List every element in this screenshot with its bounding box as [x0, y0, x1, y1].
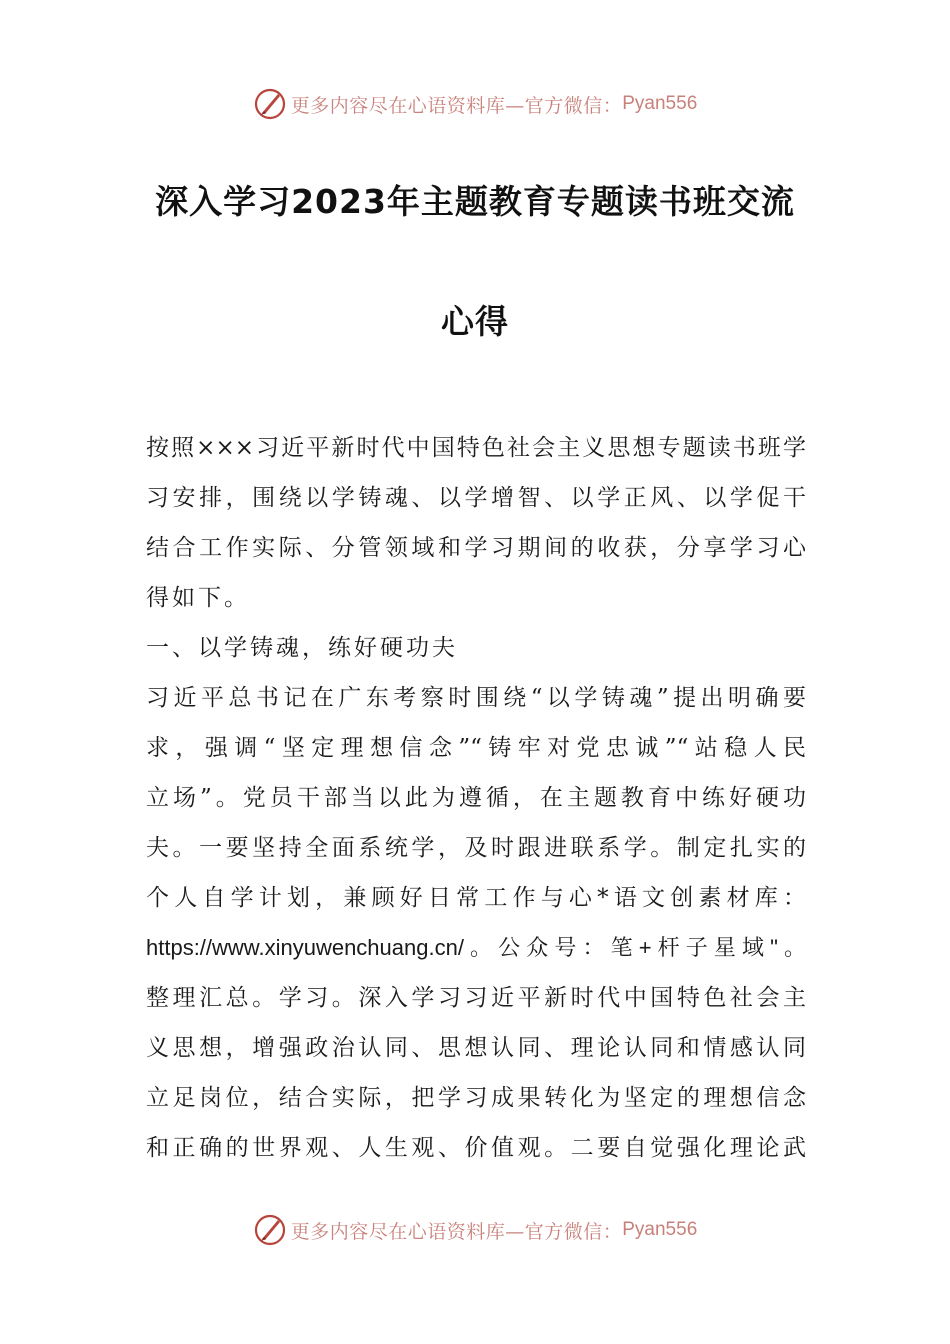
- body-line: 习近平总书记在广东考察时围绕“以学铸魂”提出明确要: [146, 685, 806, 711]
- footer-watermark-banner: [0, 1208, 950, 1252]
- body-line: 按照×××习近平新时代中国特色社会主义思想专题读书班学: [146, 435, 806, 461]
- body-line-url: https://www.xinyuwenchuang.cn/。公众号：笔+杆子星域"。: [146, 935, 806, 960]
- body-line: 个人自学计划，兼顾好日常工作与心*语文创素材库：: [146, 885, 806, 911]
- watermark-text: 更多内容尽在心语资料库—官方微信：: [290, 1220, 623, 1243]
- body-line: 和正确的世界观、人生观、价值观。二要自觉强化理论武: [146, 1135, 806, 1161]
- header-watermark-banner: [0, 82, 950, 126]
- wechat-account: Pyan556: [622, 1219, 698, 1240]
- body-line: 习安排，围绕以学铸魂、以学增智、以学正风、以学促干: [146, 485, 806, 511]
- body-line: 义思想，增强政治认同、思想认同、理论认同和情感认同: [146, 1035, 806, 1061]
- watermark-text: 更多内容尽在心语资料库—官方微信：: [290, 94, 623, 117]
- body-line: 得如下。: [146, 585, 250, 611]
- body-line: 立足岗位，结合实际，把学习成果转化为坚定的理想信念: [146, 1085, 806, 1111]
- section-heading: 一、以学铸魂，练好硬功夫: [146, 635, 458, 661]
- quill-pen-logo-icon: [253, 1213, 287, 1247]
- body-line: 立场”。党员干部当以此为遵循，在主题教育中练好硬功: [146, 785, 806, 811]
- document-title-continued: 心得: [441, 302, 509, 341]
- body-line: 求，强调“坚定理想信念”“铸牢对党忠诚”“站稳人民: [146, 735, 806, 761]
- quill-pen-logo-icon: [253, 87, 287, 121]
- wechat-account: Pyan556: [622, 93, 698, 114]
- document-title: 深入学习2023年主题教育专题读书班交流: [155, 182, 795, 221]
- body-line: 整理汇总。学习。深入学习习近平新时代中国特色社会主: [146, 985, 806, 1011]
- body-line: 夫。一要坚持全面系统学，及时跟进联系学。制定扎实的: [146, 835, 806, 861]
- body-line: 结合工作实际、分管领域和学习期间的收获，分享学习心: [146, 535, 806, 561]
